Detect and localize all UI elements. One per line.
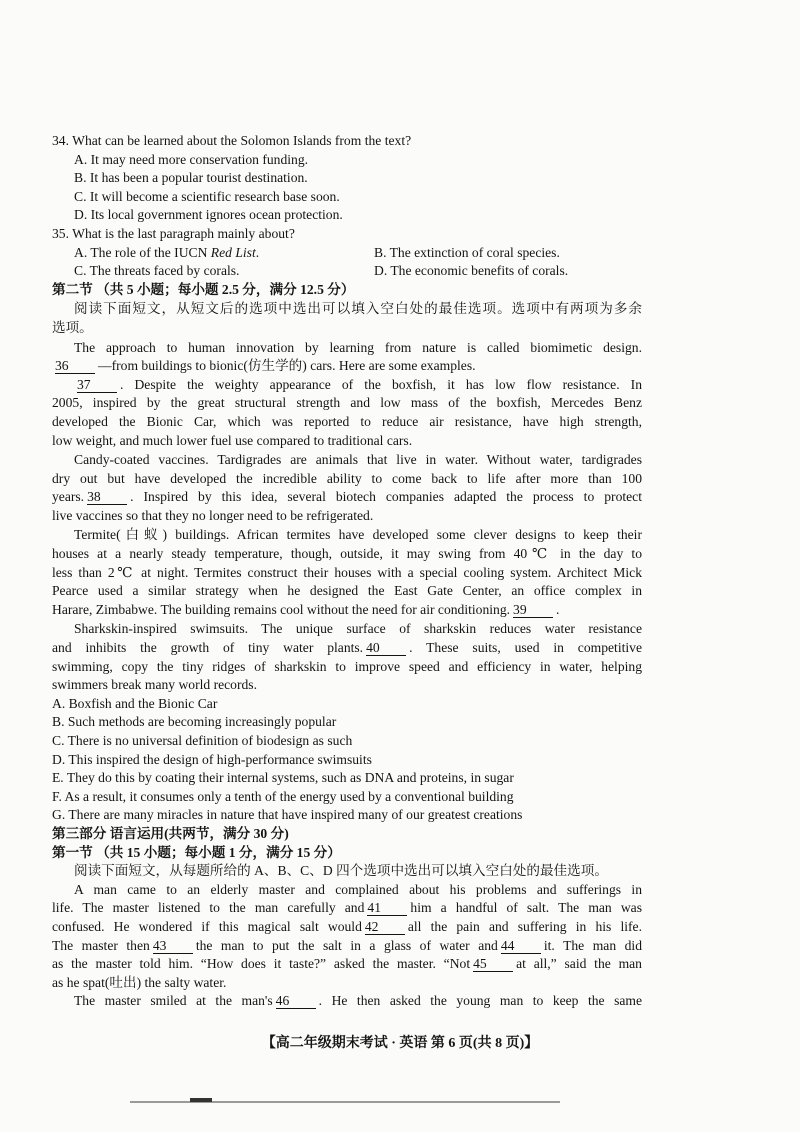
cloze-line5-a: as the master told him. “How does it taste?” asked the master. “Not (52, 956, 471, 972)
blank-38[interactable]: 38 (87, 490, 127, 505)
page-footer: 【高二年级期末考试 · 英语 第 6 页(共 8 页)】 (261, 1036, 539, 1051)
section2-instruction-cont: 选项。 (52, 319, 93, 335)
scan-artifact-mark (190, 1098, 212, 1102)
blank-39[interactable]: 39 (513, 603, 553, 618)
passage-p5-line2-a: and inhibits the growth of tiny water plants. (52, 640, 364, 656)
q35-option-c: C. The threats faced by corals. (74, 263, 240, 279)
option-f: F. As a result, it consumes only a tenth of the energy used by a conventional building (52, 788, 514, 804)
passage-p5-line4: swimmers break many world records. (52, 677, 257, 693)
blank-40[interactable]: 40 (366, 641, 406, 656)
passage-p3-line4: live vaccines so that they no longer need to be refrigerated. (52, 507, 374, 523)
passage-p2-line2: 2005, inspired by the great structural strength and low mass of the boxfish, Mercedes Benz (52, 395, 642, 411)
q35-option-a (52, 244, 374, 263)
cloze-line2-a: life. The master listened to the man carefully and (52, 900, 365, 916)
cloze-line6: as he spat(吐出) the salty water. (52, 974, 227, 990)
cloze-line4-a: The master then (52, 937, 150, 953)
blank-45[interactable]: 45 (473, 957, 513, 972)
option-d: D. This inspired the design of high-performance swimsuits (52, 751, 372, 767)
part3-subheading: 第一节 （共 15 小题；每小题 1 分，满分 15 分） (52, 844, 341, 860)
cloze-line3-b: all the pain and suffering in his life. (407, 918, 642, 934)
passage-p2-line4: low weight, and much lower fuel use compared to traditional cars. (52, 432, 413, 448)
q35-option-b: B. The extinction of coral species. (374, 244, 560, 260)
cloze-line2-b: him a handful of salt. The man was (410, 900, 642, 916)
blank-42[interactable]: 42 (365, 920, 405, 935)
passage-p1-line2 (52, 357, 642, 376)
cloze-line4 (52, 937, 642, 956)
q35-row-2 (52, 262, 642, 281)
part3-instruction: 阅读下面短文，从每题所给的 A、B、C、D 四个选项中选出可以填入空白处的最佳选项。 (74, 863, 608, 879)
passage-p1-line1: The approach to human innovation by learning from nature is called biomimetic design. (74, 339, 642, 355)
option-c: C. There is no universal definition of biodesign as such (52, 733, 353, 748)
passage-p4-line3: less than 2℃ at night. Termites construct their houses with a special cooling system. Architect Mick (52, 564, 642, 580)
passage-p5-line2-b: . These suits, used in competitive (409, 640, 642, 656)
cloze-line5-b: at all,” said the man (516, 956, 642, 972)
passage-p3-line3-a: years. (52, 489, 85, 505)
section2-heading: 第二节 （共 5 小题；每小题 2.5 分，满分 12.5 分） (52, 281, 355, 297)
cloze-line7-b: . He then asked the young man to keep the same (318, 993, 643, 1009)
page-content (52, 132, 642, 1011)
q34-option-b: B. It has been a popular tourist destination. (74, 170, 308, 186)
passage-p1-line2-text: —from buildings to bionic(仿生学的) cars. Here are some examples. (98, 358, 476, 374)
q34-stem: 34. What can be learned about the Solomon Islands from the text? (52, 133, 412, 148)
q35-option-a-italic: Red List (210, 244, 256, 260)
q35-row-1 (52, 244, 642, 263)
cloze-line4-b: the man to put the salt in a glass of water and (195, 937, 498, 953)
passage-p2-line1-text: . Despite the weighty appearance of the boxfish, it has low flow resistance. In (120, 376, 642, 392)
section2-instruction: 阅读下面短文，从短文后的选项中选出可以填入空白处的最佳选项。选项中有两项为多余 (74, 301, 642, 317)
passage-p3-line3 (52, 488, 642, 507)
passage-p4-line1: Termite(白蚁) buildings. African termites have developed some clever designs to keep their (74, 527, 642, 543)
q35-option-a-text: A. The role of the IUCN (74, 244, 211, 260)
cloze-line5 (52, 955, 642, 974)
passage-p3-line1: Candy-coated vaccines. Tardigrades are animals that live in water. Without water, tardigrades (74, 452, 642, 468)
option-b: B. Such methods are becoming increasingly popular (52, 714, 337, 730)
blank-44[interactable]: 44 (501, 939, 541, 954)
cloze-line1: A man came to an elderly master and complained about his problems and sufferings in (74, 881, 642, 897)
option-e: E. They do this by coating their internal systems, such as DNA and proteins, in sugar (52, 770, 514, 786)
passage-p4-line2: houses at a nearly steady temperature, though, outside, it may swing from 40℃ in the day to (52, 546, 642, 562)
passage-p3-line3-b: . Inspired by this idea, several biotech companies adapted the process to protect (130, 489, 642, 505)
cloze-line3-a: confused. He wondered if this magical salt would (52, 918, 362, 934)
blank-43[interactable]: 43 (153, 939, 193, 954)
passage-p5-line2 (52, 639, 642, 658)
cloze-line7-a: The master smiled at the man's (74, 993, 273, 1009)
cloze-line2 (52, 899, 642, 918)
part3-heading: 第三部分 语言运用(共两节，满分 30 分) (52, 825, 289, 841)
passage-p3-line2: dry out but have developed the incredible ability to come back to life after more than 100 (52, 470, 642, 486)
q34-option-d: D. Its local government ignores ocean protection. (74, 207, 343, 223)
passage-p5-line1: Sharkskin-inspired swimsuits. The unique surface of sharkskin reduces water resistance (74, 621, 642, 637)
blank-36[interactable]: 36 (55, 359, 95, 374)
blank-46[interactable]: 46 (276, 994, 316, 1009)
passage-p4-line5 (52, 601, 642, 620)
passage-p4-line5-a: Harare, Zimbabwe. The building remains cool without the need for air conditioning. (52, 601, 511, 617)
q35-option-a-end: . (255, 244, 260, 260)
passage-p2-line3: developed the Bionic Car, which was reported to reduce air resistance, have high strength, (52, 413, 642, 429)
blank-37[interactable]: 37 (77, 378, 117, 393)
q35-stem: 35. What is the last paragraph mainly about? (52, 225, 295, 241)
cloze-line7 (52, 992, 642, 1011)
cloze-line3 (52, 918, 642, 937)
cloze-line4-c: it. The man did (543, 937, 642, 953)
option-a: A. Boxfish and the Bionic Car (52, 695, 218, 711)
q34-option-c: C. It will become a scientific research base soon. (74, 188, 340, 204)
q34-option-a: A. It may need more conservation funding. (74, 151, 309, 167)
passage-p5-line3: swimming, copy the tiny ridges of sharkskin to improve speed and efficiency in water, helping (52, 658, 642, 674)
passage-p2-line1 (52, 376, 642, 395)
passage-p4-line4: Pearce used a similar strategy when he designed the East Gate Center, an office complex in (52, 583, 642, 599)
q35-option-d: D. The economic benefits of corals. (374, 263, 569, 279)
option-g: G. There are many miracles in nature that have inspired many of our greatest creations (52, 807, 523, 823)
blank-41[interactable]: 41 (367, 901, 407, 916)
passage-p4-line5-b: . (556, 601, 560, 617)
